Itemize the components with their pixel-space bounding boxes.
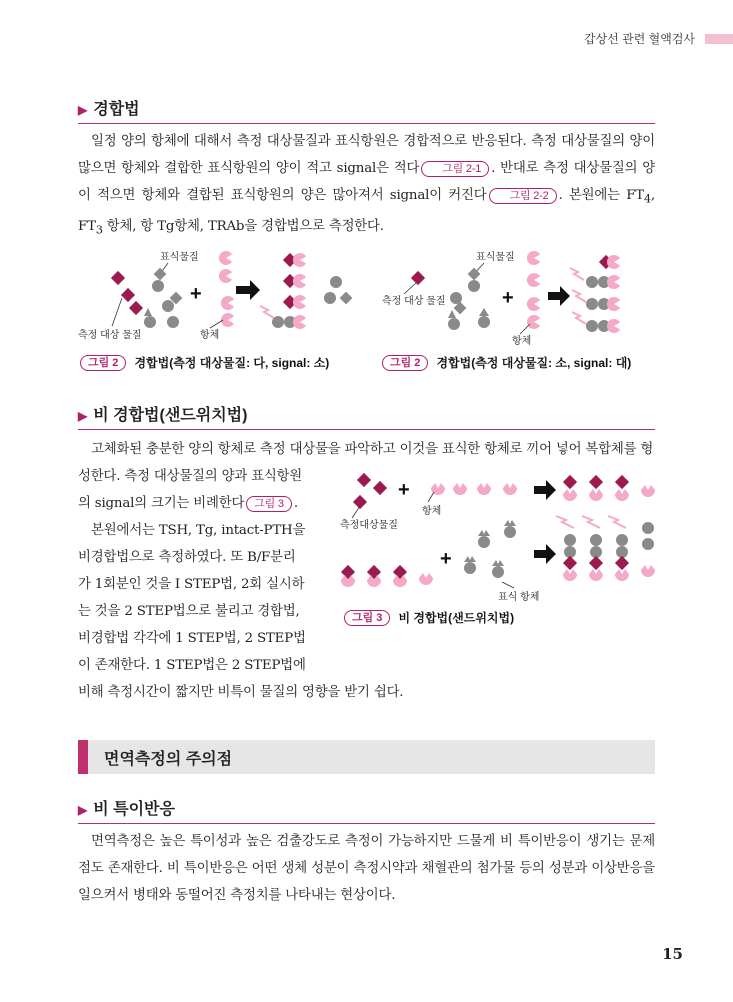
svg-text:+: + xyxy=(502,287,514,309)
svg-text:+: + xyxy=(190,283,202,305)
label-antibody-right: 항체 xyxy=(512,336,532,347)
paragraph-sandwich-last: 비해 측정시간이 짧지만 비특이 물질의 영향을 받기 쉽다. xyxy=(78,685,404,700)
paragraph-sandwich-left: 성한다. 측정 대상물질의 양과 표식항원 의 signal의 크기는 비례한다 그림 3 . 본원에서는 TSH, Tg, intact-PTH을 비경합법으로 측정하였다. 또 B/F분리 가 1회분인 것을 I STEP법, 2회 실시하 는 것을 2 STEP법으로 불리고 경합법, 비경합법 각각에 1 STEP법, 2 STEP법 이 존재한다. 1 STEP법은 2 STEP법에 xyxy=(78,469,306,673)
section-heading-sandwich: ▶ 비 경합법(샌드위치법) xyxy=(78,402,655,430)
chapter-accent-strip xyxy=(78,740,88,774)
figure-3-diagram xyxy=(338,470,658,610)
label-target-fig3: 측정대상물질 xyxy=(340,520,398,531)
running-header-title: 갑상선 관련 혈액검사 xyxy=(584,32,695,46)
label-marker: 표식물질 xyxy=(160,252,199,263)
figure-2-left-caption: 그림 2 경합법(측정 대상물질: 다, signal: 소) xyxy=(78,354,329,371)
svg-text:+: + xyxy=(440,548,452,570)
paragraph-sandwich-line1: 고체화된 충분한 양의 항체로 측정 대상물을 파악하고 이것을 표식한 항체로 끼어 넣어 복합체를 형 xyxy=(91,442,654,457)
label-marker-right: 표식물질 xyxy=(476,252,515,263)
label-target-right: 측정 대상 물질 xyxy=(382,296,446,307)
section-heading-nonspecific: ▶ 비 특이반응 xyxy=(78,796,655,824)
paragraph-competitive: 일정 양의 항체에 대해서 측정 대상물질과 표식항원은 경합적으로 반응된다. 측정 대상물질의 양이 많으면 항체와 결합한 표식항원의 양이 적고 signal은 적다 그림 2-1 . 반대로 측정 대상물질의 양이 적으면 항체와 결합된 표식항원의 양은 많아져서 signal이 커진다 그림 2-2 . 본원에는 $FT_4$, $FT_3$ 항체, 항 Tg항체, TRAb을 경합법으로 측정한다. xyxy=(78,134,655,237)
triangle-icon: ▶ xyxy=(78,409,88,423)
page-number: 15 xyxy=(662,945,683,963)
figure-3-tag: 그림 3 xyxy=(344,610,390,626)
figure-2-left-tag: 그림 2 xyxy=(80,355,126,371)
chapter-heading: 면역측정의 주의점 xyxy=(78,740,655,774)
paragraph-nonspecific: 면역측정은 높은 특이성과 높은 검출강도로 측정이 가능하지만 드물게 비 특이반응이 생기는 문제점도 존재한다. 비 특이반응은 어떤 생체 성분이 측정시약과 채혈관의 첨가물 등의 성분과 이상반응을 일으켜서 병태와 동떨어진 측정치를 나타내는 현상이다. xyxy=(78,834,655,903)
label-antibody: 항체 xyxy=(200,330,220,341)
label-labeled-antibody: 표식 항체 xyxy=(498,592,540,603)
section-heading-competitive: ▶ 경합법 xyxy=(78,96,655,124)
figure-2-left-diagram xyxy=(78,248,368,348)
label-target: 측정 대상 물질 xyxy=(78,330,142,341)
figure-2-right-tag: 그림 2 xyxy=(382,355,428,371)
figure-ref-2-1[interactable]: 그림 2-1 xyxy=(421,161,489,177)
triangle-icon: ▶ xyxy=(78,803,88,817)
figure-ref-2-2[interactable]: 그림 2-2 xyxy=(489,188,557,204)
figure-3-caption: 그림 3 비 경합법(샌드위치법) xyxy=(342,609,514,626)
running-header xyxy=(584,30,733,47)
triangle-icon: ▶ xyxy=(78,103,88,117)
figure-2-right-caption: 그림 2 경합법(측정 대상물질: 소, signal: 대) xyxy=(380,354,631,371)
svg-text:+: + xyxy=(398,479,410,501)
figure-ref-3[interactable]: 그림 3 xyxy=(246,496,292,512)
label-antibody-fig3: 항체 xyxy=(422,506,442,517)
figure-2-right-diagram xyxy=(380,248,660,348)
header-accent-bar xyxy=(705,34,733,44)
